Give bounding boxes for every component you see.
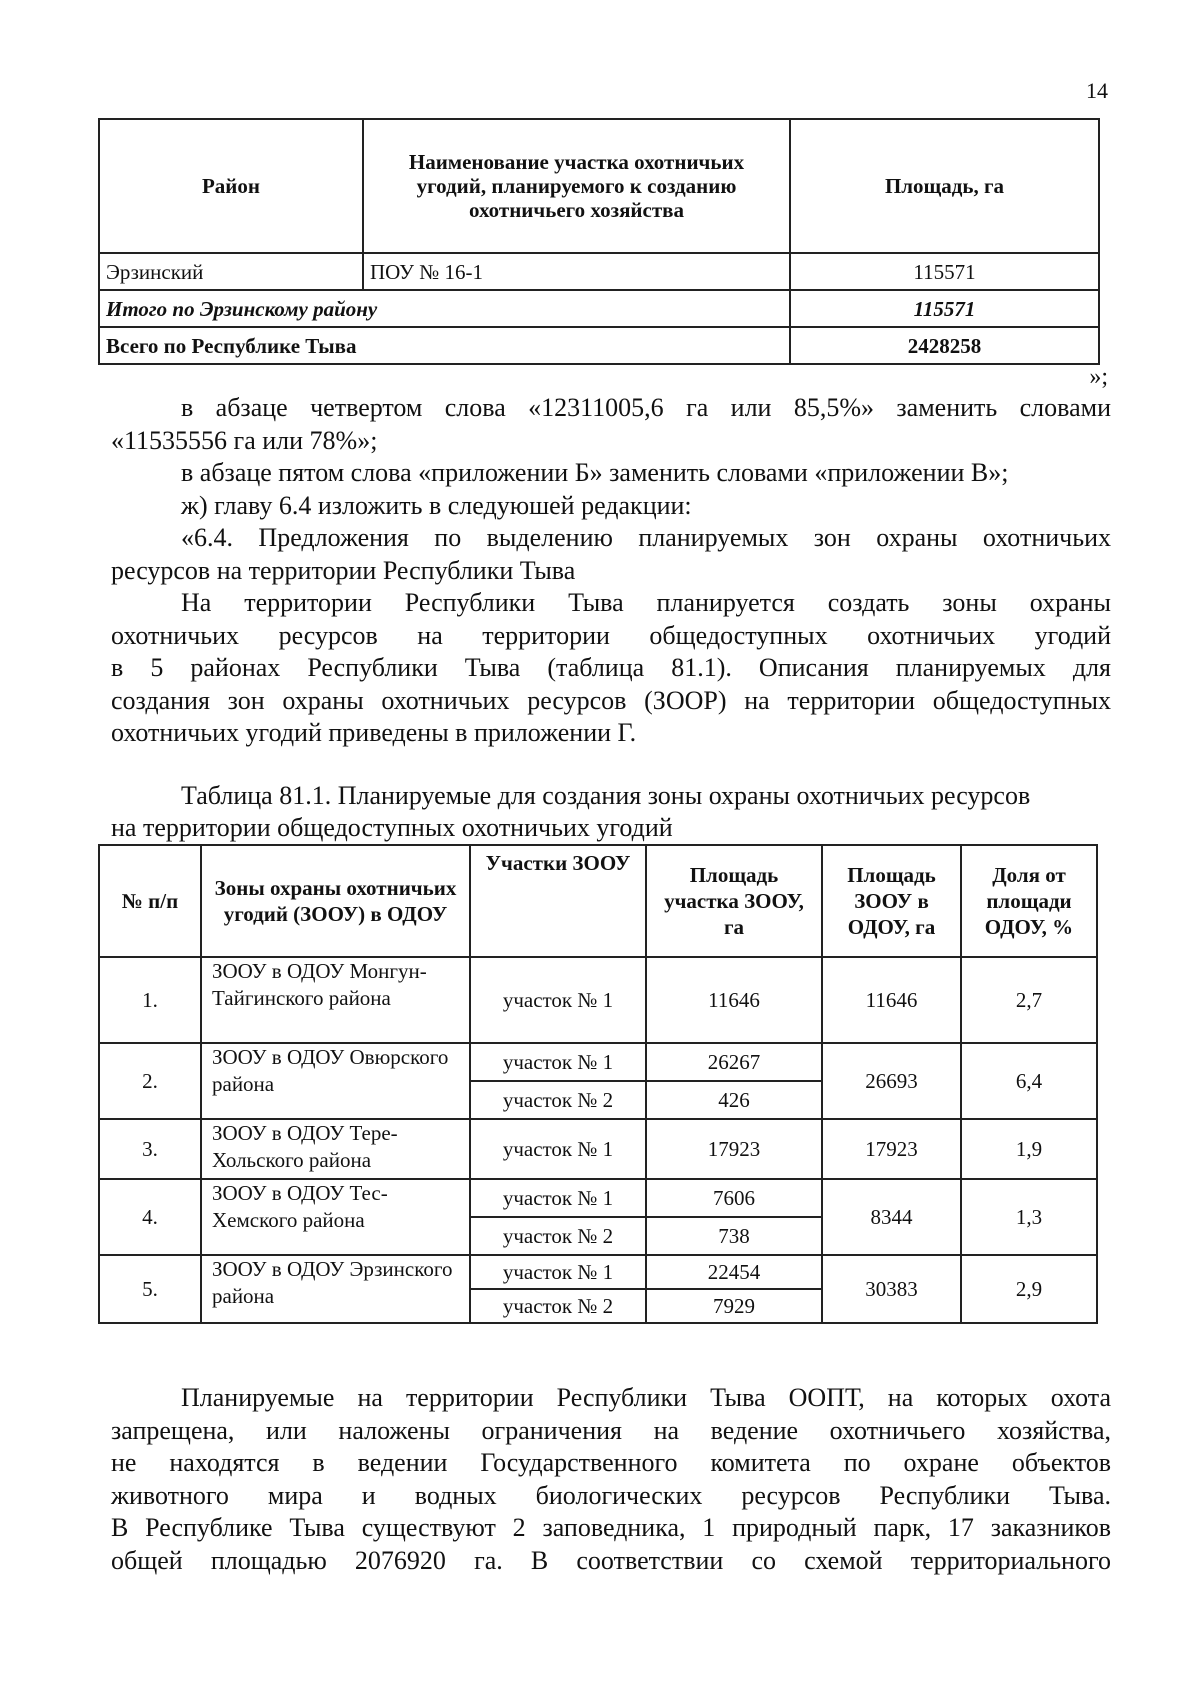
- row-share: 1,3: [961, 1179, 1097, 1255]
- row-num: 1.: [99, 957, 201, 1043]
- cell-district: Эрзинский: [99, 253, 363, 290]
- final-line-1: Планируемые на территории Республики Тыва ООПТ, на которых охота: [181, 1383, 1111, 1412]
- subtotal-row: [99, 290, 1099, 327]
- row-plot: участок № 1: [470, 1255, 646, 1289]
- row-plot-area: 11646: [646, 957, 822, 1043]
- paragraph-1-line-1: в абзаце четвертом слова «12311005,6 га или 85,5%» заменить словами: [181, 393, 1111, 422]
- row-zone: ЗООУ в ОДОУ Эрзинского района: [201, 1255, 470, 1323]
- row-zone: ЗООУ в ОДОУ Овюрского района: [201, 1043, 470, 1119]
- total-row: [99, 327, 1099, 364]
- row-zone-area: 17923: [822, 1119, 961, 1179]
- row-num: 2.: [99, 1043, 201, 1119]
- header-share: Доля от площади ОДОУ, %: [961, 845, 1097, 957]
- row-zone-area: 30383: [822, 1255, 961, 1323]
- row-plot-area: 426: [646, 1081, 822, 1119]
- paragraph-5-line-5: охотничьих угодий приведены в приложении Г.: [111, 718, 637, 747]
- table-row: [99, 957, 1097, 1043]
- row-zone: ЗООУ в ОДОУ Тес-Хемского района: [201, 1179, 470, 1255]
- header-district: Район: [99, 119, 363, 253]
- amendment-text: [111, 392, 1111, 750]
- paragraph-5-line-4: создания зон охраны охотничьих ресурсов (ЗООР) на территории общедоступных: [111, 685, 1111, 715]
- row-zone-area: 26693: [822, 1043, 961, 1119]
- caption-line-1: Таблица 81.1. Планируемые для создания зоны охраны охотничьих ресурсов: [181, 781, 1031, 810]
- row-share: 6,4: [961, 1043, 1097, 1119]
- paragraph-3: ж) главу 6.4 изложить в следуюшей редакции:: [181, 490, 692, 520]
- header-area-name: Наименование участка охотничьих угодий, планируемого к созданию охотничьего хозяйства: [363, 119, 790, 253]
- row-plot: участок № 1: [470, 1043, 646, 1081]
- row-plot: участок № 1: [470, 957, 646, 1043]
- paragraph-1-line-2: «11535556 га или 78%»;: [111, 425, 378, 455]
- paragraph-4-line-1: «6.4. Предложения по выделению планируемых зон охраны охотничьих: [181, 523, 1111, 552]
- row-plot: участок № 1: [470, 1179, 646, 1217]
- paragraph-5-line-3: в 5 районах Республики Тыва (таблица 81.1). Описания планируемых для: [111, 653, 1111, 682]
- paragraph-2: в абзаце пятом слова «приложении Б» заменить словами «приложении В»;: [181, 458, 1009, 487]
- header-num: № п/п: [99, 845, 201, 957]
- row-num: 3.: [99, 1119, 201, 1179]
- row-plot: участок № 2: [470, 1081, 646, 1119]
- header-plots: Участки ЗООУ: [470, 845, 646, 957]
- hunting-grounds-table: [98, 118, 1100, 365]
- row-zone-area: 8344: [822, 1179, 961, 1255]
- row-share: 2,9: [961, 1255, 1097, 1323]
- protection-zones-table: [98, 844, 1098, 1324]
- closing-quote: »;: [1089, 364, 1108, 390]
- final-line-3: не находятся в ведении Государственного комитета по охране объектов: [111, 1448, 1111, 1477]
- table-header-row: [99, 845, 1097, 957]
- table-caption: [111, 780, 1111, 844]
- final-line-6: общей площадью 2076920 га. В соответствии со схемой территориального: [111, 1545, 1111, 1575]
- paragraph-5-line-1: На территории Республики Тыва планируется создать зоны охраны: [181, 588, 1111, 617]
- header-plot-area: Площадь участка ЗООУ, га: [646, 845, 822, 957]
- total-value: 2428258: [790, 327, 1099, 364]
- header-area: Площадь, га: [790, 119, 1099, 253]
- row-plot-area: 17923: [646, 1119, 822, 1179]
- final-line-4: животного мира и водных биологических ресурсов Республики Тыва.: [111, 1480, 1111, 1510]
- subtotal-label: Итого по Эрзинскому району: [99, 290, 790, 327]
- table-row: [99, 1255, 1097, 1289]
- table-row: [99, 1043, 1097, 1081]
- row-zone-area: 11646: [822, 957, 961, 1043]
- row-plot: участок № 2: [470, 1289, 646, 1323]
- row-zone: ЗООУ в ОДОУ Тере-Хольского района: [201, 1119, 470, 1179]
- paragraph-5-line-2: охотничьих ресурсов на территории общедоступных охотничьих угодий: [111, 620, 1111, 650]
- table-row: [99, 1179, 1097, 1217]
- subtotal-value: 115571: [790, 290, 1099, 327]
- row-zone: ЗООУ в ОДОУ Монгун-Тайгинского района: [201, 957, 470, 1043]
- table-row: [99, 253, 1099, 290]
- row-plot-area: 738: [646, 1217, 822, 1255]
- final-line-5: В Республике Тыва существуют 2 заповедника, 1 природный парк, 17 заказников: [111, 1513, 1111, 1542]
- table-row: [99, 1119, 1097, 1179]
- row-plot-area: 7929: [646, 1289, 822, 1323]
- row-plot: участок № 1: [470, 1119, 646, 1179]
- row-num: 5.: [99, 1255, 201, 1323]
- cell-area: 115571: [790, 253, 1099, 290]
- header-zone-area: Площадь ЗООУ в ОДОУ, га: [822, 845, 961, 957]
- table-header-row: [99, 119, 1099, 253]
- row-share: 2,7: [961, 957, 1097, 1043]
- cell-area-name: ПОУ № 16-1: [363, 253, 790, 290]
- final-line-2: запрещена, или наложены ограничения на ведение охотничьего хозяйства,: [111, 1415, 1111, 1445]
- row-plot: участок № 2: [470, 1217, 646, 1255]
- caption-line-2: на территории общедоступных охотничьих угодий: [111, 813, 673, 842]
- paragraph-4-line-2: ресурсов на территории Республики Тыва: [111, 555, 576, 585]
- page-number: 14: [1086, 78, 1108, 103]
- row-num: 4.: [99, 1179, 201, 1255]
- header-zone: Зоны охраны охотничьих угодий (ЗООУ) в ОДОУ: [201, 845, 470, 957]
- final-paragraph: [111, 1382, 1111, 1577]
- row-plot-area: 7606: [646, 1179, 822, 1217]
- row-plot-area: 22454: [646, 1255, 822, 1289]
- row-share: 1,9: [961, 1119, 1097, 1179]
- total-label: Всего по Республике Тыва: [99, 327, 790, 364]
- row-plot-area: 26267: [646, 1043, 822, 1081]
